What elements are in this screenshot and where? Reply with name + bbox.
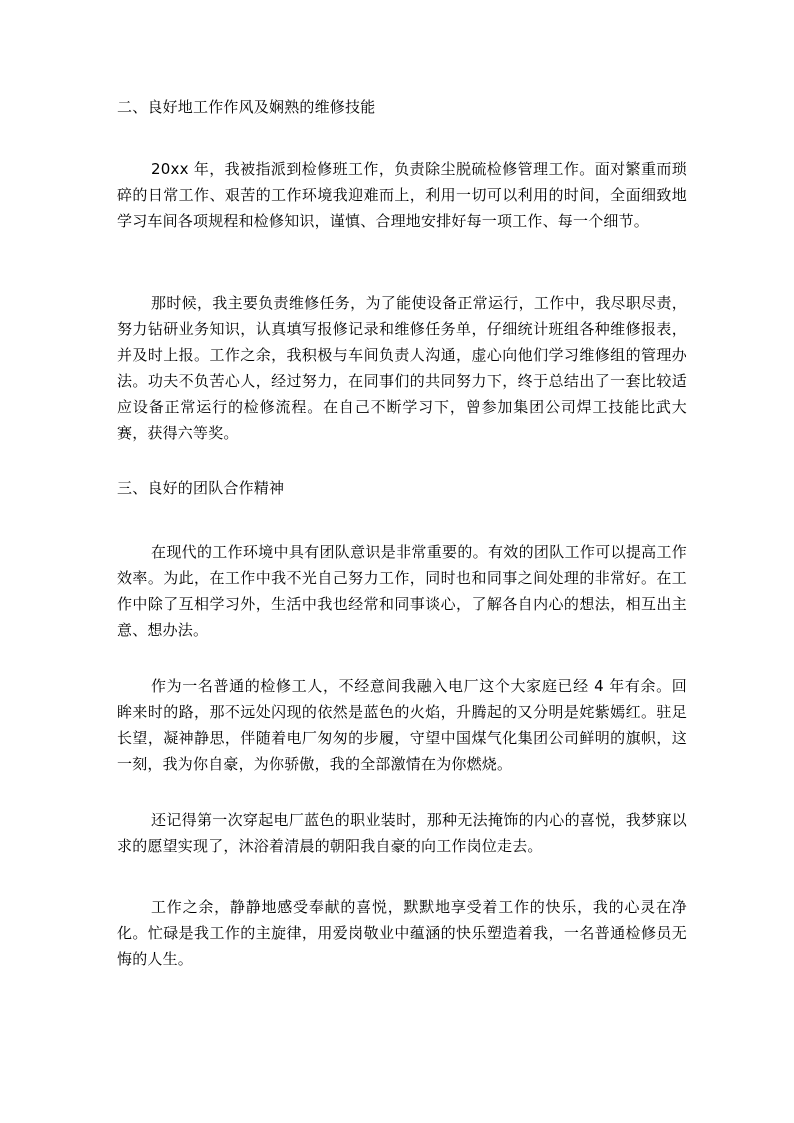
- paragraph-after-work: 工作之余，静静地感受奉献的喜悦，默默地享受着工作的快乐，我的心灵在净化。忙碌是我工作的主旋律，用爱岗敬业中蕴涵的快乐塑造着我，一名普通检修员无悔的人生。: [117, 898, 687, 968]
- section-heading-teamwork: 三、良好的团队合作精神: [117, 479, 285, 497]
- paragraph-team-awareness: 在现代的工作环境中具有团队意识是非常重要的。有效的团队工作可以提高工作效率。为此，在工作中我不光自己努力工作，同时也和同事之间处理的非常好。在工作中除了互相学习外，生活中我也经常和同事谈心，了解各自内心的想法，相互出主意、想办法。: [117, 543, 687, 639]
- paragraph-maintenance-duties: 那时候，我主要负责维修任务，为了能使设备正常运行，工作中，我尽职尽责，努力钻研业务知识，认真填写报修记录和维修任务单，仔细统计班组各种维修报表，并及时上报。工作之余，我积极与车间负责人沟通，虚心向他们学习维修组的管理办法。功夫不负苦心人，经过努力，在同事们的共同努力下，终于总结出了一套比较适应设备正常运行的检修流程。在自己不断学习下，曾参加集团公司焊工技能比武大赛，获得六等奖。: [117, 294, 687, 442]
- paragraph-assignment: 20xx 年，我被指派到检修班工作，负责除尘脱硫检修管理工作。面对繁重而琐碎的日常工作、艰苦的工作环境我迎难而上，利用一切可以利用的时间，全面细致地学习车间各项规程和检修知识，谨慎、合理地安排好每一项工作、每一个细节。: [117, 160, 687, 230]
- paragraph-first-uniform: 还记得第一次穿起电厂蓝色的职业装时，那种无法掩饰的内心的喜悦，我梦寐以求的愿望实现了，沐浴着清晨的朝阳我自豪的向工作岗位走去。: [117, 811, 687, 855]
- paragraph-power-plant-family: 作为一名普通的检修工人，不经意间我融入电厂这个大家庭已经 4 年有余。回眸来时的路，那不远处闪现的依然是蓝色的火焰，升腾起的又分明是姹紫嫣红。驻足长望，凝神静思，伴随着电厂匆匆的步履，守望中国煤气化集团公司鲜明的旗帜，这一刻，我为你自豪，为你骄傲，我的全部激情在为你燃烧。: [117, 677, 687, 773]
- section-heading-work-style: 二、良好地工作作风及娴熟的维修技能: [117, 98, 376, 116]
